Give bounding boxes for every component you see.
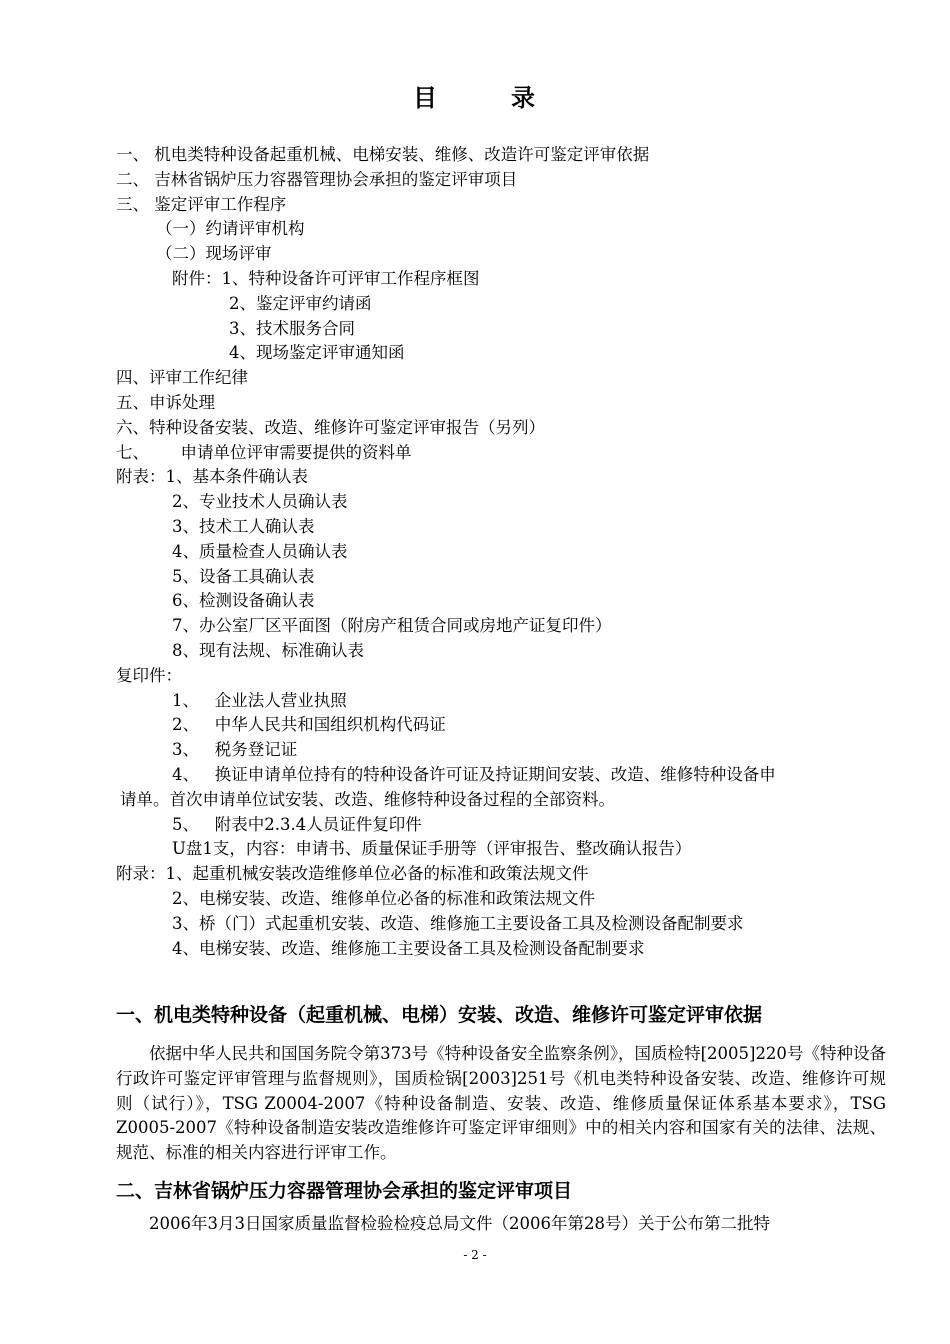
toc-subitem: （一）约请评审机构 — [156, 219, 305, 239]
toc-title — [0, 78, 950, 113]
table-of-contents — [116, 143, 886, 961]
section-2-body: 2006年3月3日国家质量监督检验检疫总局文件（2006年第28号）关于公布第二批特 — [149, 1214, 770, 1233]
toc-item: 复印件： — [116, 665, 182, 685]
toc-attachment: 2、鉴定评审约请函 — [229, 293, 372, 313]
toc-copy-item: 5、 附表中2.3.4人员证件复印件 — [172, 814, 422, 834]
toc-appendix-item: 3、桥（门）式起重机安装、改造、维修施工主要设备工具及检测设备配制要求 — [172, 913, 744, 933]
toc-item: 七、 申请单位评审需要提供的资料单 — [116, 442, 412, 462]
section-1-heading: 一、机电类特种设备（起重机械、电梯）安装、改造、维修许可鉴定评审依据 — [116, 1004, 763, 1026]
toc-subitem: （二）现场评审 — [156, 244, 272, 264]
toc-item: 三、 鉴定评审工作程序 — [116, 194, 287, 214]
toc-item: 附表：1、基本条件确认表 — [116, 467, 308, 487]
section-2-heading: 二、吉林省锅炉压力容器管理协会承担的鉴定评审项目 — [116, 1180, 573, 1202]
toc-copy-item: U盘1支，内容：申请书、质量保证手册等（评审报告、整改确认报告） — [172, 839, 692, 859]
toc-title-char-1: 目 — [413, 83, 439, 112]
toc-appendix-item: 2、电梯安装、改造、维修单位必备的标准和政策法规文件 — [172, 888, 595, 908]
toc-appendix-item: 4、电梯安装、改造、维修施工主要设备工具及检测设备配制要求 — [172, 938, 645, 958]
toc-table-item: 4、质量检查人员确认表 — [172, 541, 348, 561]
toc-table-item: 5、设备工具确认表 — [172, 566, 315, 586]
toc-copy-item: 4、 换证申请单位持有的特种设备许可证及持证期间安装、改造、维修特种设备申 — [172, 764, 776, 784]
toc-item: 四、评审工作纪律 — [116, 368, 248, 388]
toc-table-item: 6、检测设备确认表 — [172, 591, 315, 611]
toc-item: 二、 吉林省锅炉压力容器管理协会承担的鉴定评审项目 — [116, 169, 518, 189]
toc-item: 附录：1、起重机械安装改造维修单位必备的标准和政策法规文件 — [116, 864, 589, 884]
page-number: - 2 - — [463, 1248, 487, 1262]
toc-copy-item-continued: 请单。首次申请单位试安装、改造、维修特种设备过程的全部资料。 — [120, 789, 615, 809]
toc-table-item: 2、专业技术人员确认表 — [172, 492, 348, 512]
toc-attachment: 附件：1、特种设备许可评审工作程序框图 — [172, 268, 480, 288]
toc-title-char-2: 录 — [511, 83, 537, 112]
toc-item: 六、特种设备安装、改造、维修许可鉴定评审报告（另列） — [116, 417, 545, 437]
toc-table-item: 7、办公室厂区平面图（附房产租赁合同或房地产证复印件） — [172, 616, 612, 636]
toc-item: 一、 机电类特种设备起重机械、电梯安装、维修、改造许可鉴定评审依据 — [116, 145, 650, 164]
toc-copy-item: 1、 企业法人营业执照 — [172, 690, 347, 710]
toc-attachment: 3、技术服务合同 — [229, 318, 355, 338]
toc-attachment: 4、现场鉴定评审通知函 — [229, 343, 405, 363]
toc-copy-item: 3、 税务登记证 — [172, 740, 298, 760]
toc-table-item: 8、现有法规、标准确认表 — [172, 640, 364, 660]
toc-item: 五、申诉处理 — [116, 392, 215, 412]
section-1-body: 依据中华人民共和国国务院令第373号《特种设备安全监察条例》，国质检特[2005]220号《特种设备行政许可鉴定评审管理与监督规则》，国质检锅[2003]251号《机电类特种设备安装、改造、维修许可规则（试行）》，TSG Z0004-2007《特种设备制造、安装、改造、维修质量保证体系基本要求》，TSG Z0005-2007《特种设备制造安装改造维修许可鉴定评审细则》中的相关内容和国家有关的法律、法规、规范、标准的相关内容进行评审工作。 — [116, 1044, 886, 1163]
toc-table-item: 3、技术工人确认表 — [172, 516, 315, 536]
toc-copy-item: 2、 中华人民共和国组织机构代码证 — [172, 715, 446, 735]
